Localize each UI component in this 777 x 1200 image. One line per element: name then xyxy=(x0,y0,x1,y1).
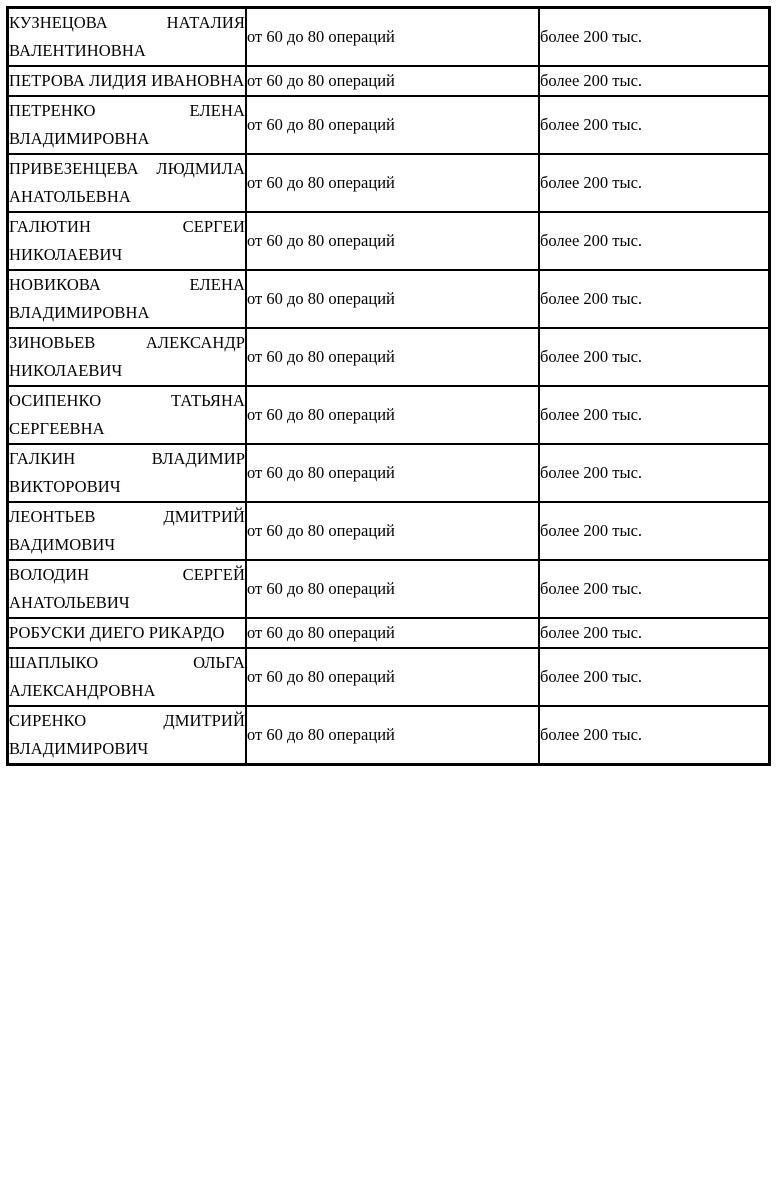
table-row xyxy=(8,648,769,706)
person-name-cell: КУЗНЕЦОВА НАТАЛИЯ ВАЛЕНТИНОВНА xyxy=(8,8,246,66)
table-row xyxy=(8,444,769,502)
person-name-cell: СИРЕНКО ДМИТРИЙ ВЛАДИМИРОВИЧ xyxy=(8,706,246,764)
operations-count-cell: от 60 до 80 операций xyxy=(246,66,539,96)
person-name-cell: ОСИПЕНКО ТАТЬЯНА СЕРГЕЕВНА xyxy=(8,386,246,444)
amount-cell: более 200 тыс. xyxy=(539,502,769,560)
table-row xyxy=(8,386,769,444)
operations-count-cell: от 60 до 80 операций xyxy=(246,648,539,706)
table-row xyxy=(8,154,769,212)
person-name-cell: ГАЛКИН ВЛАДИМИР ВИКТОРОВИЧ xyxy=(8,444,246,502)
person-name-cell: ГАЛЮТИН СЕРГЕИ НИКОЛАЕВИЧ xyxy=(8,212,246,270)
table-row xyxy=(8,270,769,328)
amount-cell: более 200 тыс. xyxy=(539,8,769,66)
operations-count-cell: от 60 до 80 операций xyxy=(246,560,539,618)
table-row xyxy=(8,8,769,66)
table-row xyxy=(8,560,769,618)
amount-cell: более 200 тыс. xyxy=(539,154,769,212)
amount-cell: более 200 тыс. xyxy=(539,444,769,502)
table-row xyxy=(8,706,769,764)
operations-count-cell: от 60 до 80 операций xyxy=(246,502,539,560)
person-name-cell: НОВИКОВА ЕЛЕНА ВЛАДИМИРОВНА xyxy=(8,270,246,328)
person-name-cell: ВОЛОДИН СЕРГЕЙ АНАТОЛЬЕВИЧ xyxy=(8,560,246,618)
table-row xyxy=(8,212,769,270)
amount-cell: более 200 тыс. xyxy=(539,648,769,706)
amount-cell: более 200 тыс. xyxy=(539,618,769,648)
operations-count-cell: от 60 до 80 операций xyxy=(246,270,539,328)
persons-operations-table xyxy=(7,7,770,765)
person-name-cell: ШАПЛЫКО ОЛЬГА АЛЕКСАНДРОВНА xyxy=(8,648,246,706)
amount-cell: более 200 тыс. xyxy=(539,66,769,96)
operations-count-cell: от 60 до 80 операций xyxy=(246,386,539,444)
person-name-cell: ПРИВЕЗЕНЦЕВА ЛЮДМИЛА АНАТОЛЬЕВНА xyxy=(8,154,246,212)
operations-count-cell: от 60 до 80 операций xyxy=(246,154,539,212)
amount-cell: более 200 тыс. xyxy=(539,706,769,764)
operations-count-cell: от 60 до 80 операций xyxy=(246,706,539,764)
amount-cell: более 200 тыс. xyxy=(539,386,769,444)
person-name-cell: ЛЕОНТЬЕВ ДМИТРИЙ ВАДИМОВИЧ xyxy=(8,502,246,560)
amount-cell: более 200 тыс. xyxy=(539,212,769,270)
table-row xyxy=(8,618,769,648)
operations-count-cell: от 60 до 80 операций xyxy=(246,328,539,386)
table-row xyxy=(8,502,769,560)
table-row xyxy=(8,328,769,386)
person-name-cell: РОБУСКИ ДИЕГО РИКАРДО xyxy=(8,618,246,648)
table-row xyxy=(8,96,769,154)
person-name-cell: ПЕТРЕНКО ЕЛЕНА ВЛАДИМИРОВНА xyxy=(8,96,246,154)
operations-count-cell: от 60 до 80 операций xyxy=(246,96,539,154)
amount-cell: более 200 тыс. xyxy=(539,270,769,328)
amount-cell: более 200 тыс. xyxy=(539,328,769,386)
operations-count-cell: от 60 до 80 операций xyxy=(246,444,539,502)
operations-count-cell: от 60 до 80 операций xyxy=(246,8,539,66)
person-name-cell: ПЕТРОВА ЛИДИЯ ИВАНОВНА xyxy=(8,66,246,96)
table-row xyxy=(8,66,769,96)
amount-cell: более 200 тыс. xyxy=(539,560,769,618)
person-name-cell: ЗИНОВЬЕВ АЛЕКСАНДР НИКОЛАЕВИЧ xyxy=(8,328,246,386)
table-body xyxy=(8,8,769,764)
operations-count-cell: от 60 до 80 операций xyxy=(246,212,539,270)
operations-count-cell: от 60 до 80 операций xyxy=(246,618,539,648)
amount-cell: более 200 тыс. xyxy=(539,96,769,154)
